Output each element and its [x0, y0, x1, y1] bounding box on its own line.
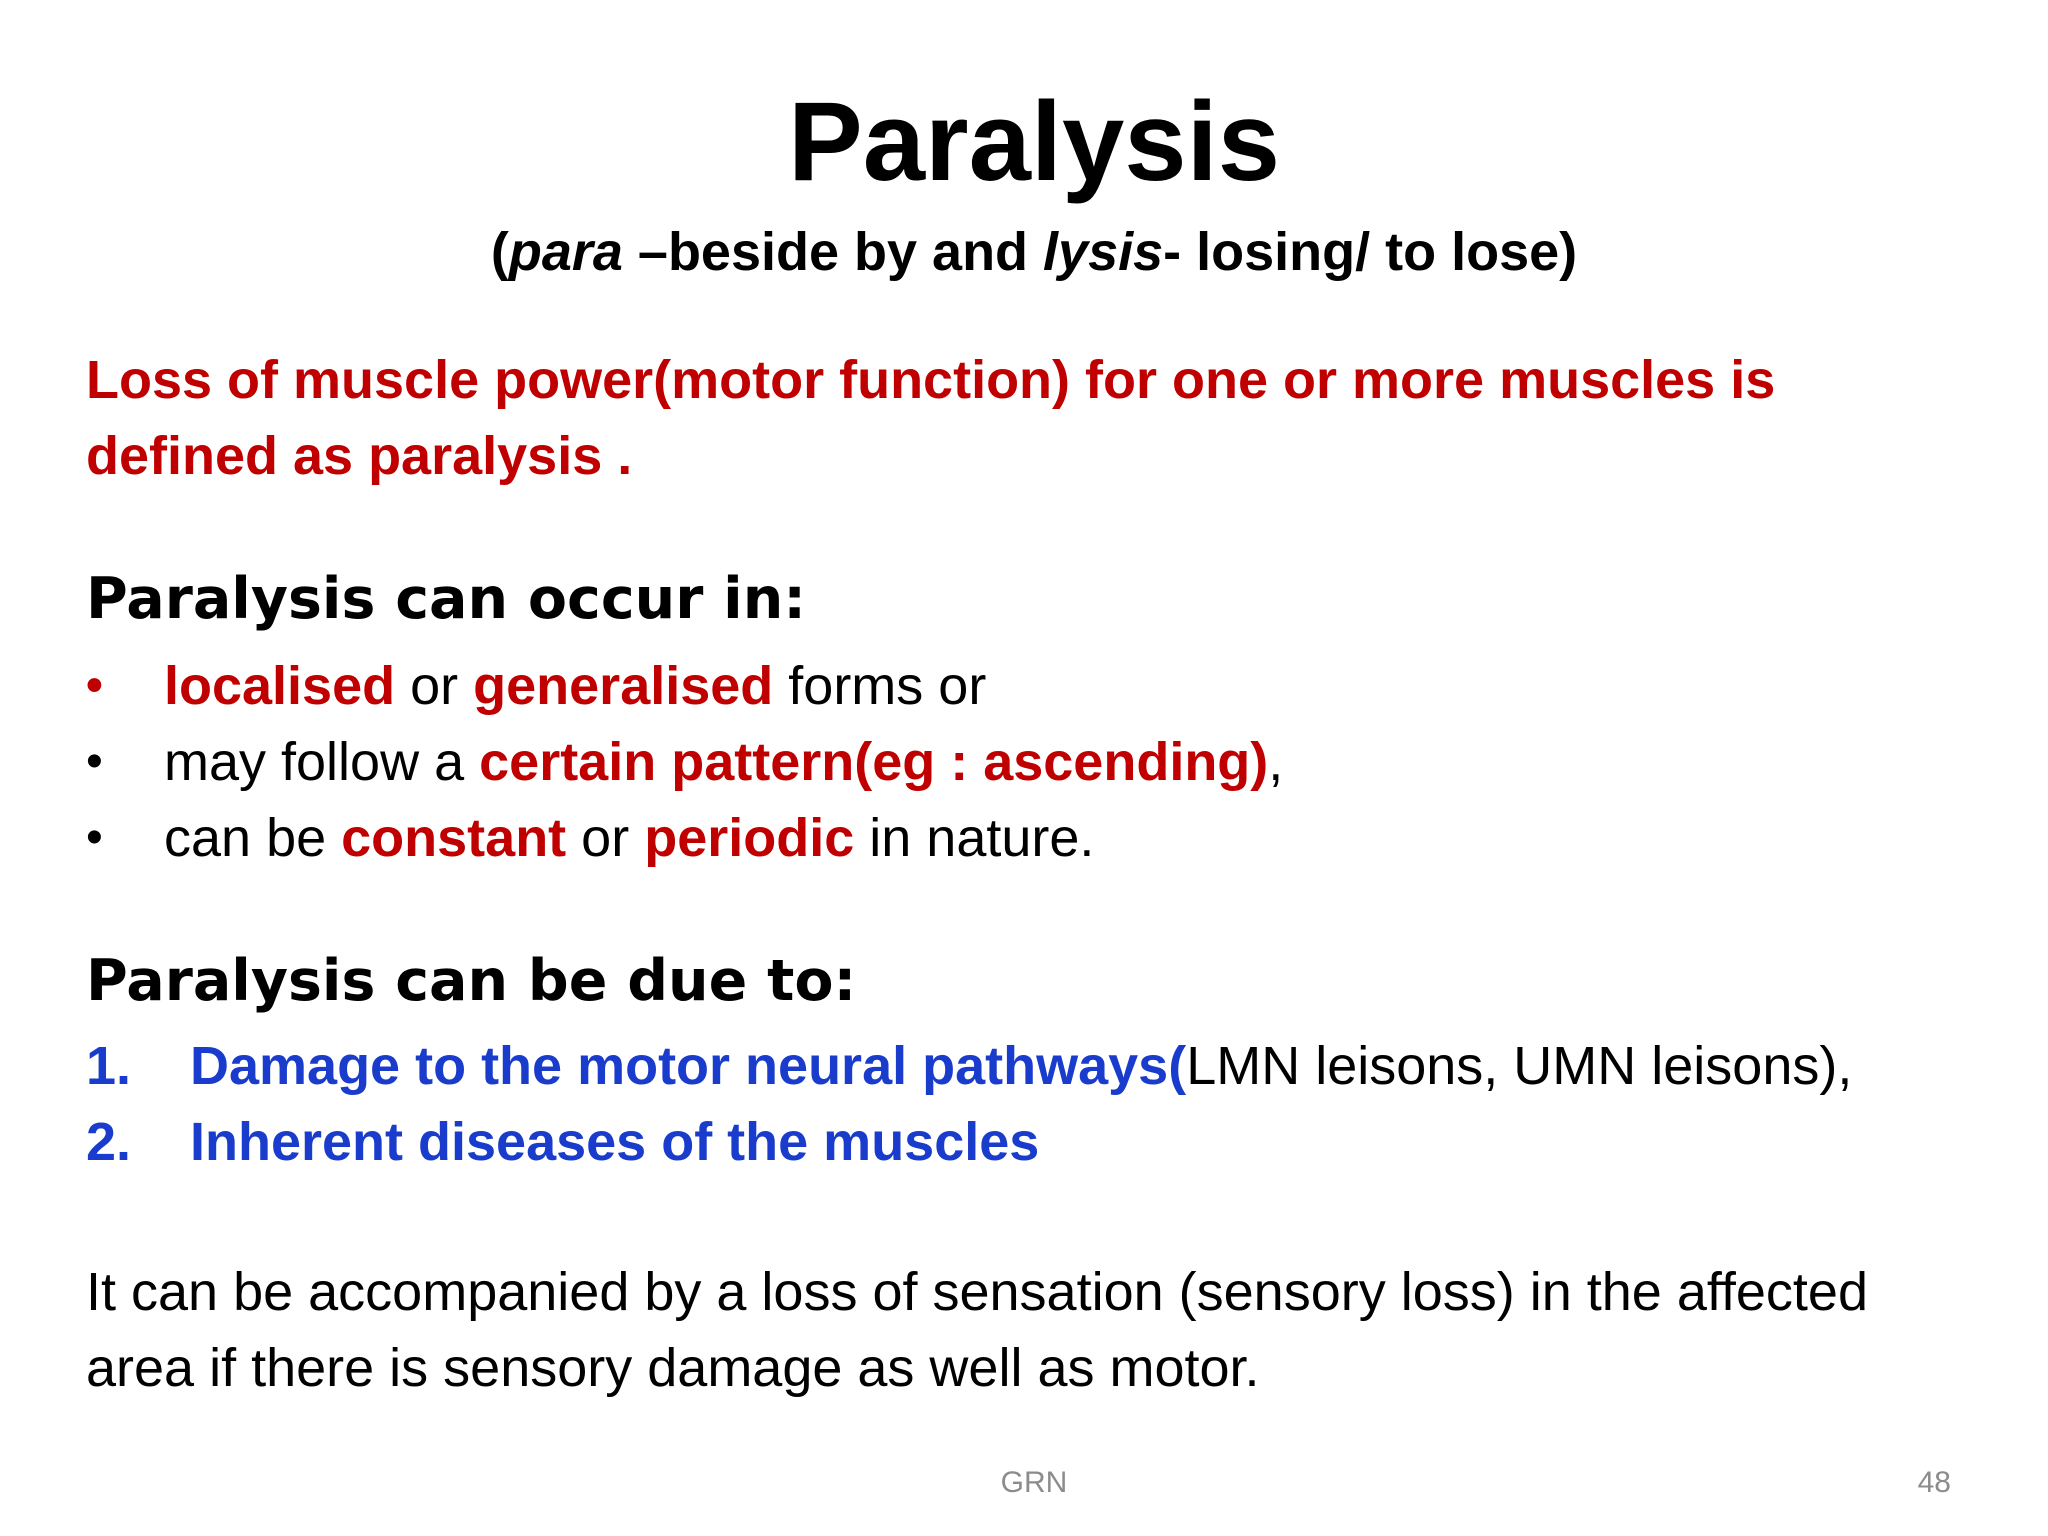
bullet-icon: • — [86, 811, 103, 864]
item-periodic: periodic — [644, 808, 855, 868]
definition-text: Loss of muscle power(motor function) for one or more muscles is defined as paralysis . — [86, 350, 1776, 486]
bullet-icon: • — [86, 735, 103, 788]
footer-author: GRN — [1000, 1466, 1068, 1499]
closing-text: It can be accompanied by a loss of sensation (sensory loss) in the affected area if there is sensory damage as well as motor. — [86, 1262, 1868, 1398]
item-text: in nature. — [854, 808, 1095, 868]
item-generalised: generalised — [473, 656, 774, 716]
item-constant: constant — [341, 808, 567, 868]
item-localised: localised — [164, 656, 396, 716]
item-number: 1. — [86, 1036, 132, 1096]
item-text: , — [1268, 732, 1284, 792]
item-text: or — [566, 808, 645, 868]
subtitle-lysis: lysis — [1043, 222, 1164, 282]
subtitle-para: para — [508, 222, 623, 282]
subtitle-rest: - losing/ to lose) — [1163, 222, 1578, 282]
list-item — [86, 800, 1986, 876]
subtitle-mid: –beside by and — [622, 222, 1044, 282]
due-list — [86, 1028, 2016, 1180]
occur-heading: Paralysis can occur in: — [86, 566, 807, 632]
list-item — [86, 1028, 2016, 1104]
list-item — [86, 1104, 2016, 1180]
item-text: or — [395, 656, 474, 716]
occur-list — [86, 648, 1986, 876]
item-text: can be — [164, 808, 342, 868]
bullet-icon: • — [86, 659, 103, 712]
due-heading: Paralysis can be due to: — [86, 948, 857, 1014]
subtitle-open: ( — [490, 222, 509, 282]
item-text: may follow a — [164, 732, 480, 792]
item-number: 2. — [86, 1112, 132, 1172]
item-text: LMN leisons, UMN leisons), — [1186, 1036, 1853, 1096]
item-text: forms or — [773, 656, 987, 716]
item-inherent: Inherent diseases of the muscles — [190, 1112, 1040, 1172]
slide-title: Paralysis — [788, 79, 1280, 204]
item-pattern: certain pattern(eg : ascending) — [479, 732, 1269, 792]
list-item — [86, 648, 1986, 724]
slide-subtitle — [0, 220, 2048, 285]
item-damage: Damage to the motor neural pathways( — [190, 1036, 1187, 1096]
page-number: 48 — [1917, 1466, 1951, 1499]
list-item — [86, 724, 1986, 800]
